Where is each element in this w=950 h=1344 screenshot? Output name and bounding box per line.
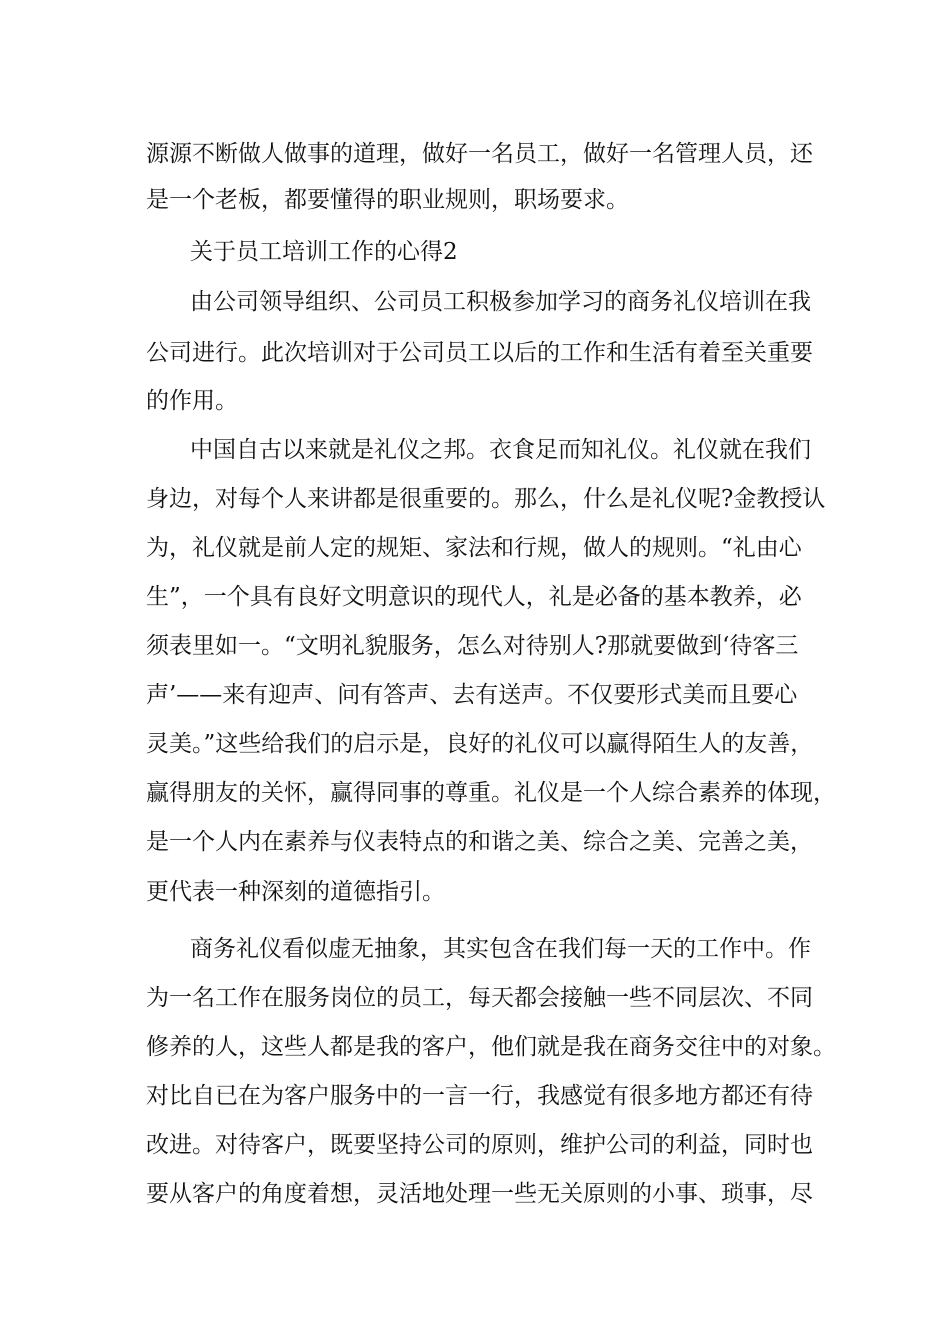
- text-line: 更代表一种深刻的道德指引。: [146, 879, 445, 905]
- text-line: 赢得朋友的关怀，赢得同事的尊重。礼仪是一个人综合素养的体现，: [146, 780, 836, 806]
- text-line: 是一个老板，都要懂得的职业规则，职场要求。: [146, 187, 629, 213]
- text-line: 由公司领导组织、公司员工积极参加学习的商务礼仪培训在我: [190, 289, 811, 315]
- text-line: 要从客户的角度着想，灵活地处理一些无关原则的小事、琐事，尽: [146, 1181, 813, 1207]
- text-line: 生”，一个具有良好文明意识的现代人，礼是必备的基本教养，必: [146, 584, 802, 610]
- text-line: 为，礼仪就是前人定的规矩、家法和行规，做人的规则。“礼由心: [146, 535, 802, 561]
- text-line: 为一名工作在服务岗位的员工，每天都会接触一些不同层次、不同: [146, 985, 813, 1011]
- text-line: 声’——来有迎声、问有答声、去有送声。不仅要形式美而且要心: [146, 682, 798, 708]
- text-line: 的作用。: [146, 388, 238, 414]
- text-line: 是一个人内在素养与仪表特点的和谐之美、综合之美、完善之美，: [146, 829, 813, 855]
- text-line: 公司进行。此次培训对于公司员工以后的工作和生活有着至关重要: [146, 340, 813, 366]
- text-line: 源源不断做人做事的道理，做好一名员工，做好一名管理人员，还: [146, 141, 813, 167]
- text-line: 对比自已在为客户服务中的一言一行，我感觉有很多地方都还有待: [146, 1083, 813, 1109]
- text-line: 灵美。”这些给我们的启示是，良好的礼仪可以赢得陌生人的友善，: [146, 731, 814, 757]
- section-heading: 关于员工培训工作的心得2: [190, 239, 458, 265]
- text-line: 中国自古以来就是礼仪之邦。衣食足而知礼仪。礼仪就在我们: [190, 437, 811, 463]
- text-line: 修养的人，这些人都是我的客户，他们就是我在商务交往中的对象。: [146, 1034, 836, 1060]
- text-line: 须表里如一。“文明礼貌服务，怎么对待别人?那就要做到‘待客三: [146, 633, 799, 659]
- text-line: 身边，对每个人来讲都是很重要的。那么，什么是礼仪呢?金教授认: [146, 486, 826, 512]
- text-line: 商务礼仪看似虚无抽象，其实包含在我们每一天的工作中。作: [190, 936, 811, 962]
- text-line: 改进。对待客户，既要坚持公司的原则，维护公司的利益，同时也: [146, 1132, 813, 1158]
